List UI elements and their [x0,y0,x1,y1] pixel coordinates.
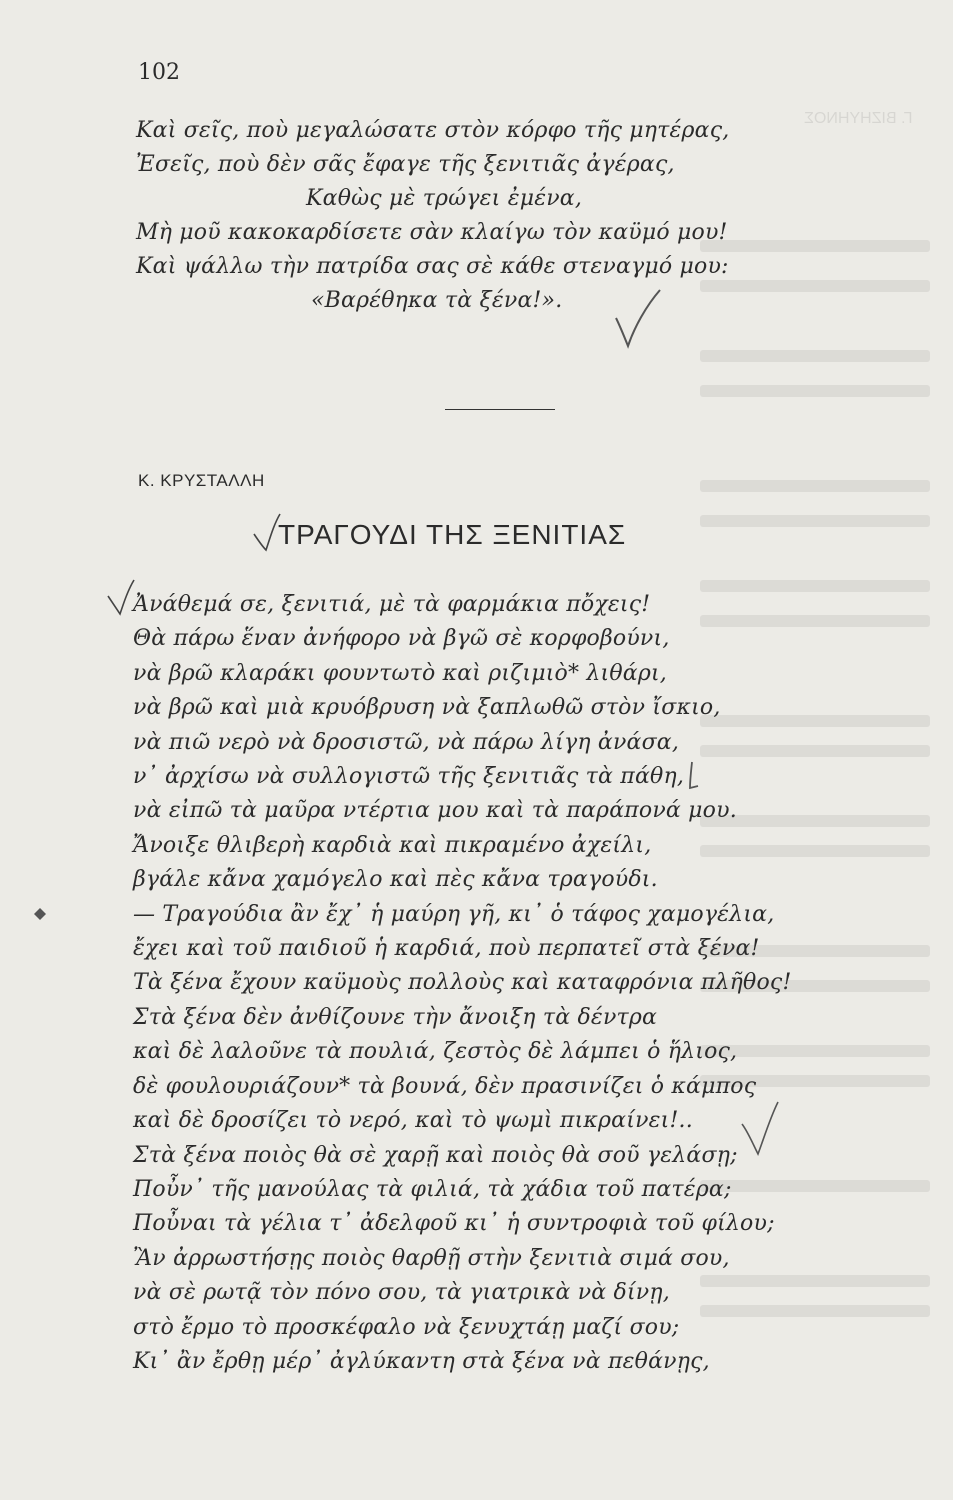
verse-line: «Βαρέθηκα τὰ ξένα!». [311,288,563,313]
verse-line: Ποὖναι τὰ γέλια τ᾽ ἀδελφοῦ κι᾽ ἡ συντροφιὰ τοῦ φίλου; [133,1211,775,1237]
page-number: 102 [138,60,180,85]
verse-line: Ποὖν᾽ τῆς μανούλας τὰ φιλιά, τὰ χάδια τοῦ πατέρα; [133,1176,732,1202]
verse-line: Θὰ πάρω ἕναν ἀνήφορο νὰ βγῶ σὲ κορφοβούνι, [133,626,670,652]
verse-line: ἔχει καὶ τοῦ παιδιοῦ ἡ καρδιά, ποὺ περπατεῖ στὰ ξένα! [133,936,760,962]
poem-body [133,588,792,1379]
poem-title: ΤΡΑΓΟΥΔΙ ΤΗΣ ΞΕΝΙΤΙΑΣ [278,519,627,550]
verse-line: Καὶ ψάλλω τὴν πατρίδα σας σὲ κάθε στεναγμό μου: [136,254,729,279]
ghost-line [700,480,930,492]
verse-line: Καθὼς μὲ τρώγει ἐμένα, [306,186,583,211]
verse-line: νὰ βρῶ καὶ μιὰ κρυόβρυση νὰ ξαπλωθῶ στὸν ἴσκιο, [133,695,721,721]
verse-line: Ἄνοιξε θλιβερὴ καρδιὰ καὶ πικραμένο ἀχείλι, [133,832,652,858]
section-divider [445,409,555,410]
ink-dot [32,906,48,922]
ghost-line [700,385,930,397]
pencil-check-mark [106,578,136,618]
pencil-check-mark [740,1098,780,1158]
verse-line: νὰ βρῶ κλαράκι φουντωτὸ καὶ ριζιμιὸ* λιθάρι, [133,660,667,686]
verse-line: Καὶ σεῖς, ποὺ μεγαλώσατε στὸν κόρφο τῆς μητέρας, [136,118,730,143]
verse-line: Στὰ ξένα ποιὸς θὰ σὲ χαρῇ καὶ ποιὸς θὰ σοῦ γελάσῃ; [133,1142,738,1168]
verse-line: Ἀνάθεμά σε, ξενιτιά, μὲ τὰ φαρμάκια πὄχεις! [133,592,651,617]
verse-line: καὶ δὲ λαλοῦνε τὰ πουλιά, ζεστὸς δὲ λάμπει ὁ ἥλιος, [133,1039,738,1065]
verse-line: βγάλε κἄνα χαμόγελο καὶ πὲς κἄνα τραγούδι. [133,867,658,893]
verse-line: στὸ ἔρμο τὸ προσκέφαλο νὰ ξενυχτάῃ μαζί σου; [133,1314,680,1340]
verse-line: δὲ φουλουριάζουν* τὰ βουνά, δὲν πρασινίζει ὁ κάμπος [133,1073,757,1099]
verse-line: Ἂν ἀρρωστήσῃς ποιὸς θαρθῇ στὴν ξενιτιὰ σιμά σου, [133,1245,730,1271]
verse-line: νὰ πιῶ νερὸ νὰ δροσιστῶ, νὰ πάρω λίγη ἀνάσα, [133,729,680,755]
verse-line: — Τραγούδια ἂν ἔχ᾽ ἡ μαύρη γῆ, κι᾽ ὁ τάφος χαμογέλια, [133,901,775,927]
verse-line: Στὰ ξένα δὲν ἀνθίζουνε τὴν ἄνοιξη τὰ δέντρα [133,1004,658,1030]
pencil-mark [682,760,702,792]
author-name: Κ. ΚΡΥΣΤΑΛΛΗ [138,471,265,490]
verse-line: νὰ εἰπῶ τὰ μαῦρα ντέρτια μου καὶ τὰ παράπονά μου. [133,798,737,824]
verse-line: Μὴ μοῦ κακοκαρδίσετε σὰν κλαίγω τὸν καϋμό μου! [136,220,728,245]
mirrored-running-head: Γ. ΒΙΖΗΥΗΝΟΣ [804,110,913,127]
verse-line: νὰ σὲ ρωτᾷ τὸν πόνο σου, τὰ γιατρικὰ νὰ δίνῃ, [133,1280,670,1306]
ghost-line [700,350,930,362]
verse-line: ν᾽ ἀρχίσω νὰ συλλογιστῶ τῆς ξενιτιᾶς τὰ πάθη, [133,764,685,790]
verse-line: Τὰ ξένα ἔχουν καϋμοὺς πολλοὺς καὶ καταφρόνια πλῆθος! [133,970,792,996]
pencil-check-mark [600,288,680,354]
ghost-line [700,515,930,527]
verse-line: Κι᾽ ἂν ἔρθῃ μέρ᾽ ἀγλύκαντη στὰ ξένα νὰ πεθάνῃς, [133,1348,710,1374]
verse-line: καὶ δὲ δροσίζει τὸ νερό, καὶ τὸ ψωμὶ πικραίνει!.. [133,1108,693,1134]
poem-stanza-ending [136,114,776,318]
verse-line: Ἐσεῖς, ποὺ δὲν σᾶς ἔφαγε τῆς ξενιτιᾶς ἀγέρας, [136,152,675,177]
